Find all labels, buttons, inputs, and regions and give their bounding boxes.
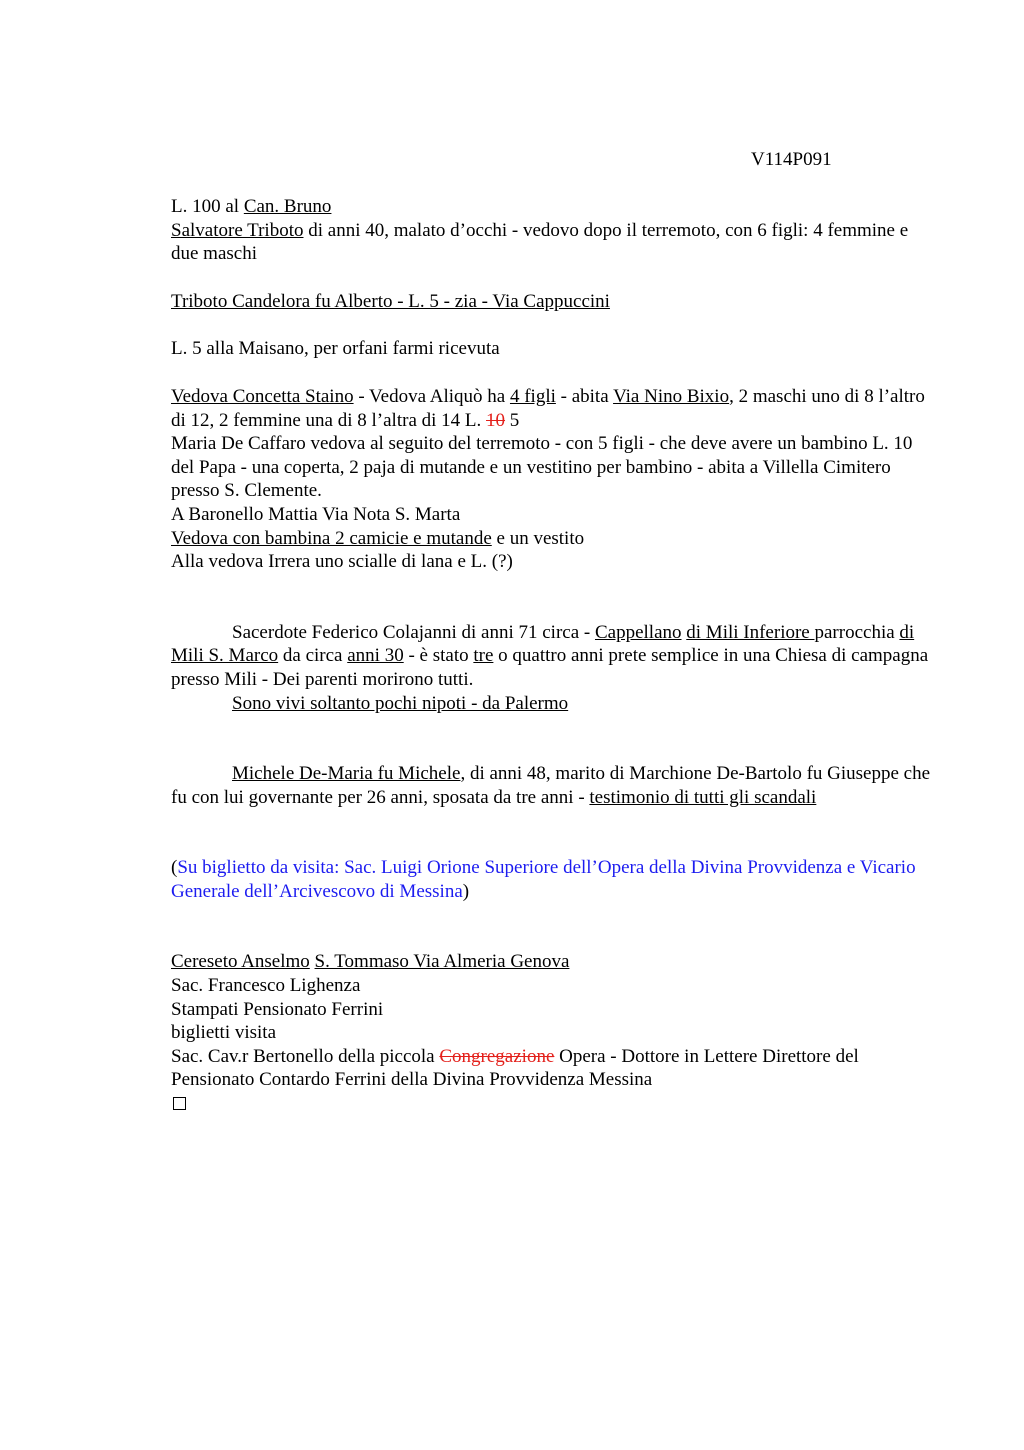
text: - è stato xyxy=(403,645,474,667)
entry-stampati: Stampati Pensionato Ferrini xyxy=(171,998,384,1020)
note-text: Su biglietto da visita: Sac. Luigi Orione Superiore dell’Opera della Divina Provvidenza e Vicario Generale dell’Arcivescovo di Messina xyxy=(171,857,916,902)
text: , 2 maschi uno di 8 l’altro di 12, 2 femmine una di 8 l’altra di 14 L. xyxy=(171,385,925,431)
name-salvatore-triboto: Salvatore Triboto xyxy=(171,219,304,241)
text: 5 xyxy=(505,409,520,431)
paragraph-nipoti xyxy=(171,692,933,716)
paragraph-de-maria xyxy=(171,762,933,809)
entry-vedova-bambina xyxy=(171,527,933,551)
document-body xyxy=(171,195,933,1117)
entry-maria-de-caffaro: Maria De Caffaro vedova al seguito del terremoto - con 5 figli - che deve avere un bambino L. 10 del Papa - una coperta, 2 paja di mutande e un vestitino per bambino - abita a Villella Cimitero presso S. Clemente. xyxy=(171,433,913,502)
text: - Vedova Aliquò ha xyxy=(353,385,510,407)
entry-vedova-irrera: Alla vedova Irrera uno scialle di lana e L. (?) xyxy=(171,551,513,573)
text: e un vestito xyxy=(491,527,585,549)
entry-cereseto xyxy=(171,950,933,974)
entry-lighenza: Sac. Francesco Lighenza xyxy=(171,975,361,997)
underlined-text: testimonio di tutti gli scandali xyxy=(589,786,817,808)
underlined-text: anni 30 xyxy=(347,645,404,667)
page-id: V114P091 xyxy=(751,149,832,170)
text: ) xyxy=(462,880,470,902)
name-michele-de-maria: Michele De-Maria fu Michele xyxy=(232,763,461,785)
text: - abita xyxy=(555,385,614,407)
paragraph-colajanni xyxy=(171,621,933,692)
text: parrocchia xyxy=(814,621,900,643)
deleted-amount: 10 xyxy=(486,409,506,431)
section-cereseto xyxy=(171,950,933,1116)
underlined-text: Sono vivi soltanto pochi nipoti - da Palermo xyxy=(232,692,569,714)
section-vedove xyxy=(171,385,933,574)
underlined-text: di Mili Inferiore xyxy=(686,621,815,643)
section-de-maria xyxy=(171,762,933,809)
name-concetta-staino: Vedova Concetta Staino xyxy=(171,385,354,407)
checkbox-square-icon xyxy=(173,1097,186,1110)
underlined-text: di Mili S. Marco xyxy=(171,621,915,667)
entry-salvatore-triboto xyxy=(171,219,933,266)
name-cereseto: Cereseto Anselmo xyxy=(171,951,310,973)
text: ( xyxy=(171,857,178,879)
text: Sac. Cav.r Bertonello della piccola xyxy=(171,1045,440,1067)
text: Sacerdote Federico Colajanni di anni 71 circa - xyxy=(232,621,595,643)
entry-concetta-staino xyxy=(171,385,933,432)
underlined-text: tre xyxy=(473,645,494,667)
text: L. 100 al xyxy=(171,196,244,217)
deleted-word: Congregazione xyxy=(439,1045,555,1067)
text: o quattro anni prete semplice in una Chiesa di campagna presso Mili - Dei parenti morirono tutti. xyxy=(171,645,929,690)
section-colajanni xyxy=(171,621,933,715)
text: , di anni 48, marito di Marchione De-Bartolo fu Giuseppe che fu con lui governante per 26 anni, sposata da tre anni - xyxy=(171,763,931,808)
entry-biglietti: biglietti visita xyxy=(171,1022,277,1044)
text: Opera - Dottore in Lettere Direttore del Pensionato Contardo Ferrini della Divina Provvidenza Messina xyxy=(171,1045,859,1091)
address: Via Nino Bixio xyxy=(613,385,730,407)
entry-can-bruno xyxy=(171,195,933,219)
underlined-text: Vedova con bambina 2 camicie e mutande xyxy=(171,527,492,549)
entry-bertonello xyxy=(171,1045,933,1092)
children-count: 4 figli xyxy=(509,385,556,407)
text: di anni 40, malato d’occhi - vedovo dopo il terremoto, con 6 figli: 4 femmine e due maschi xyxy=(171,219,909,265)
entry-maisano: L. 5 alla Maisano, per orfani farmi ricevuta xyxy=(171,338,500,360)
section-can-bruno xyxy=(171,195,933,266)
checkbox-row xyxy=(171,1092,933,1117)
entry-baronello: A Baronello Mattia Via Nota S. Marta xyxy=(171,503,461,525)
text: da circa xyxy=(278,645,348,667)
name-can-bruno: Can. Bruno xyxy=(243,196,332,217)
underlined-text: Cappellano xyxy=(594,621,682,643)
address: S. Tommaso Via Almeria Genova xyxy=(314,951,570,973)
business-card-note xyxy=(171,856,933,903)
entry-triboto-candelora: Triboto Candelora fu Alberto - L. 5 - zia - Via Cappuccini xyxy=(171,290,610,312)
